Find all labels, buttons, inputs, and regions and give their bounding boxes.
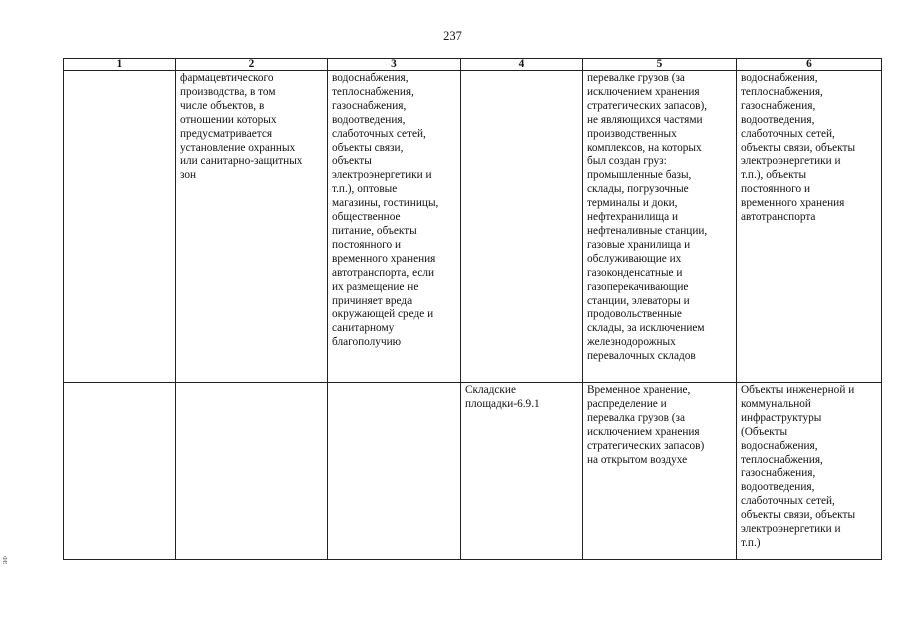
table-cell bbox=[583, 383, 737, 560]
cell-text: фармацевтического производства, в том числе объектов, в отношении которых предусматривается установление охранных или санитарно-защитных зон bbox=[180, 72, 303, 182]
table-cell bbox=[328, 383, 461, 560]
cell-text: Складские площадки-6.9.1 bbox=[465, 384, 540, 410]
document-table bbox=[63, 58, 882, 560]
table-cell bbox=[64, 383, 176, 560]
margin-mark: ФЕ bbox=[1, 556, 7, 565]
column-header-6: 6 bbox=[737, 59, 882, 71]
column-header-1: 1 bbox=[64, 59, 176, 71]
cell-text: водоснабжения, теплоснабжения, газоснабжения, водоотведения, слаботочных сетей, объекты связи, объекты электроэнергетики и т.п.), оптовые магазины, гостиницы, общественное питание, объекты постоянного и временного хранения автотранспорта, если их размещение не причиняет вреда окружающей среде и санитарному благополучию bbox=[332, 72, 439, 349]
cell-text: Временное хранение, распределение и перевалка грузов (за исключением хранения стратегических запасов) на открытом воздухе bbox=[587, 384, 705, 466]
table-row bbox=[64, 71, 882, 383]
header-row bbox=[64, 59, 882, 71]
cell-text: водоснабжения, теплоснабжения, газоснабжения, водоотведения, слаботочных сетей, объекты связи, объекты электроэнергетики и т.п.), объекты постоянного и временного хранения автотранспорта bbox=[741, 72, 856, 224]
column-header-2: 2 bbox=[176, 59, 328, 71]
table-cell bbox=[328, 71, 461, 383]
table-row bbox=[64, 383, 882, 560]
table-cell bbox=[176, 383, 328, 560]
table-cell bbox=[461, 71, 583, 383]
table-cell bbox=[583, 71, 737, 383]
table-cell bbox=[64, 71, 176, 383]
page-number: 237 bbox=[443, 29, 462, 43]
table-cell bbox=[176, 71, 328, 383]
cell-text: перевалке грузов (за исключением хранения стратегических запасов), не являющихся частями производственных комплексов, на которых был создан груз: промышленные базы, склады, погрузочные терминалы и доки, нефтехранилища и нефтеналивные станции, газовые хранилища и обслуживающие их газоконденсатные и газоперекачивающие станции, элеваторы и продовольственные склады, за исключением железнодорожных перевалочных складов bbox=[587, 72, 708, 363]
column-header-4: 4 bbox=[461, 59, 583, 71]
column-header-3: 3 bbox=[328, 59, 461, 71]
table-cell bbox=[737, 383, 882, 560]
table-cell bbox=[461, 383, 583, 560]
column-header-5: 5 bbox=[583, 59, 737, 71]
table-cell bbox=[737, 71, 882, 383]
cell-text: Объекты инженерной и коммунальной инфраструктуры (Объекты водоснабжения, теплоснабжения, газоснабжения, водоотведения, слаботочных сетей, объекты связи, объекты электроэнергетики и т.п.) bbox=[741, 384, 856, 549]
